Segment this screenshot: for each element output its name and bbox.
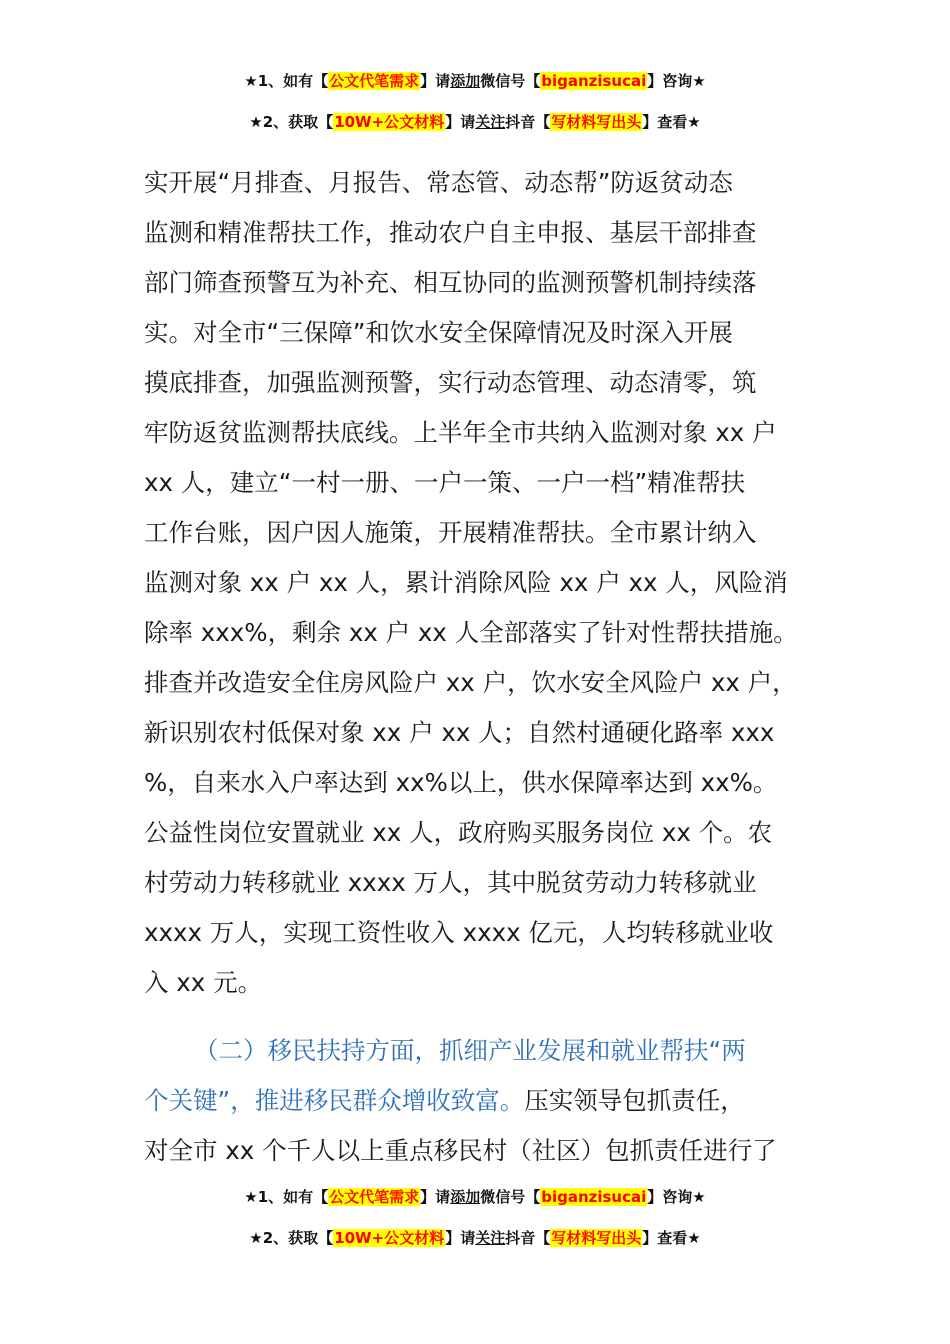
body-line: 排查并改造安全住房风险户 xx 户，饮水安全风险户 xx 户，: [144, 668, 797, 697]
banner-prefix: ★1、如有【: [244, 1188, 329, 1206]
header-banner-wechat: [0, 70, 950, 92]
banner-suffix: 】查看★: [642, 1229, 701, 1247]
body-line: xx 人，建立“一村一册、一户一策、一户一档”精准帮扶: [144, 468, 746, 497]
banner-highlight-account: 写材料写出头: [551, 113, 642, 131]
banner-prefix: ★1、如有【: [244, 72, 329, 90]
footer-banner-wechat: [0, 1186, 950, 1208]
banner-prefix: ★2、获取【: [249, 1229, 334, 1247]
banner-highlight-materials: 10W+公文材料: [334, 1229, 445, 1247]
banner-suffix: 】咨询★: [647, 1188, 706, 1206]
section-heading: （二）移民扶持方面，抓细产业发展和就业帮扶“两: [194, 1036, 746, 1065]
paragraph-gap: [144, 1008, 834, 1026]
footer-banner-douyin: [0, 1227, 950, 1249]
body-line: 入 xx 元。: [144, 968, 263, 997]
body-line: 新识别农村低保对象 xx 户 xx 人；自然村通硬化路率 xxx: [144, 718, 775, 747]
body-line: 除率 xxx%，剩余 xx 户 xx 人全部落实了针对性帮扶措施。: [144, 618, 798, 647]
banner-prefix: ★2、获取【: [249, 113, 334, 131]
section-heading-continued: [144, 1076, 834, 1126]
body-line: 监测对象 xx 户 xx 人，累计消除风险 xx 户 xx 人，风险消: [144, 568, 788, 597]
body-line: 实。对全市“三保障”和饮水安全保障情况及时深入开展: [144, 318, 733, 347]
banner-suffix: 】查看★: [642, 113, 701, 131]
body-line: 公益性岗位安置就业 xx 人，政府购买服务岗位 xx 个。农: [144, 818, 773, 847]
banner-underlined-add: 添加: [450, 72, 481, 90]
header-banner-douyin: [0, 111, 950, 133]
banner-highlight-service: 公文代笔需求: [329, 1188, 420, 1206]
section-body-start: 压实领导包抓责任，: [524, 1086, 745, 1115]
body-line: xxxx 万人，实现工资性收入 xxxx 亿元，人均转移就业收: [144, 918, 774, 947]
banner-text: 微信号【: [480, 1188, 541, 1206]
body-line: 村劳动力转移就业 xxxx 万人，其中脱贫劳动力转移就业: [144, 868, 757, 897]
body-line: 摸底排查，加强监测预警，实行动态管理、动态清零，筑: [144, 368, 757, 397]
body-line: 牢防返贫监测帮扶底线。上半年全市共纳入监测对象 xx 户: [144, 418, 777, 447]
section-heading-tail: 个关键”，推进移民群众增收致富。: [144, 1086, 525, 1115]
banner-text: 】请: [420, 1188, 451, 1206]
banner-highlight-materials: 10W+公文材料: [334, 113, 445, 131]
banner-underlined-follow: 关注: [475, 1229, 506, 1247]
banner-suffix: 】咨询★: [647, 72, 706, 90]
body-line: 监测和精准帮扶工作，推动农户自主申报、基层干部排查: [144, 218, 757, 247]
body-line: 部门筛查预警互为补充、相互协同的监测预警机制持续落: [144, 268, 757, 297]
banner-highlight-account: 写材料写出头: [551, 1229, 642, 1247]
body-line: 工作台账，因户因人施策，开展精准帮扶。全市累计纳入: [144, 518, 757, 547]
banner-highlight-wechat-id: biganzisucai: [541, 1188, 647, 1206]
banner-underlined-follow: 关注: [475, 113, 506, 131]
banner-text: 抖音【: [505, 1229, 551, 1247]
banner-text: 】请: [445, 113, 476, 131]
banner-text: 】请: [445, 1229, 476, 1247]
banner-highlight-wechat-id: biganzisucai: [541, 72, 647, 90]
banner-highlight-service: 公文代笔需求: [329, 72, 420, 90]
banner-text: 微信号【: [480, 72, 541, 90]
body-line: 实开展“月排查、月报告、常态管、动态帮”防返贫动态: [144, 168, 733, 197]
body-line: 对全市 xx 个千人以上重点移民村（社区）包抓责任进行了: [144, 1136, 777, 1165]
banner-text: 抖音【: [505, 113, 551, 131]
document-body: [144, 158, 834, 1176]
body-line: %，自来水入户率达到 xx%以上，供水保障率达到 xx%。: [144, 768, 778, 797]
banner-text: 】请: [420, 72, 451, 90]
banner-underlined-add: 添加: [450, 1188, 481, 1206]
